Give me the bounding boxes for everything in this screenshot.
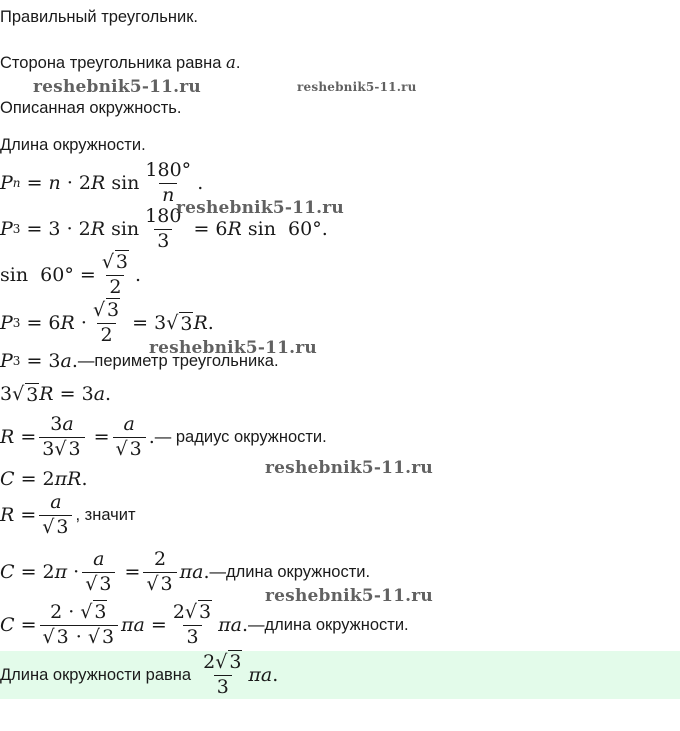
fraction <box>113 414 146 461</box>
numerator: a <box>93 547 105 570</box>
fraction <box>40 602 119 649</box>
sine-value-formula: sin 60° = $\frac{√ 3}{2}$ . <box>0 250 142 298</box>
radicand: 3 <box>107 298 120 321</box>
answer-formula: Длина окружности равна $\frac{2√ 3}{3}$ π a . <box>0 650 279 698</box>
denominator: √ 3 · √ 3 <box>40 625 119 649</box>
radius-formula: R = $\frac{3a}{3√ 3}$ = $\frac{a}{√ 3}$ . — радиус окружности. <box>0 412 327 460</box>
radius-simplified: R = $\frac{a}{√ 3}$ , значит <box>0 490 136 538</box>
numerator: 180 <box>145 204 182 227</box>
watermark-text: reshebnik5-11.ru <box>33 77 201 97</box>
equation-radius: 3√ 3 R = 3 a . <box>0 383 112 406</box>
circumference-formula: C = 2 π R . <box>0 468 88 490</box>
numerator: √ 3 <box>101 250 129 273</box>
numerator: √ 3 <box>92 298 120 321</box>
length-note: —длина окружности. <box>209 562 371 581</box>
numerator: 3a <box>50 412 74 435</box>
circumscribed-circle-text: Описанная окружность. <box>0 99 182 117</box>
denominator <box>159 183 177 207</box>
denominator-var: n <box>162 183 175 206</box>
radius-note: — радиус окружности. <box>154 427 327 446</box>
perimeter-side-formula: P 3 = 3 a . —периметр треугольника. <box>0 350 279 372</box>
denominator: 3 <box>214 675 232 699</box>
denominator: 3 <box>154 229 172 253</box>
numerator: 2 <box>153 547 167 570</box>
answer-prefix: Длина окружности равна <box>0 665 192 684</box>
side-statement: Сторона треугольника равна a. <box>0 53 241 72</box>
watermark-text: reshebnik5-11.ru <box>176 198 344 218</box>
denominator: √ 3 <box>113 437 146 461</box>
denominator: √ 3 <box>143 572 176 596</box>
denominator: 2 <box>106 275 124 299</box>
denominator: 2 <box>97 323 115 347</box>
watermark-text: reshebnik5-11.ru <box>297 80 417 94</box>
denominator: 3√ 3 <box>39 437 84 461</box>
watermark-text: reshebnik5-11.ru <box>265 586 433 606</box>
fraction <box>39 492 72 539</box>
fraction <box>200 652 245 699</box>
numerator: a <box>123 412 135 435</box>
side-prefix: Сторона треугольника равна <box>0 54 222 72</box>
perimeter-radius-formula: P 3 = 6 R · $\frac{√ 3}{2}$ = 3√ 3 R . <box>0 298 214 346</box>
numerator: 2√ 3 <box>172 600 212 623</box>
perimeter-general-formula: P n = n · 2 R sin $\frac{180^\circ}{n}$ . <box>0 158 204 206</box>
circumference-substitution: C = 2 π · $\frac{a}{√ 3}$ = $\frac{2}{√ 3}$ π a . —длина окружности. <box>0 547 371 595</box>
radicand: 3 <box>115 250 129 273</box>
fraction <box>99 252 132 299</box>
fraction <box>170 602 215 649</box>
length-note: —длина окружности. <box>248 615 409 634</box>
perimeter-triangle-formula: P 3 = 3 · 2 R sin $\frac{180}{3}$ = 6 R sin 60° . <box>0 204 328 252</box>
denominator: √ 3 <box>39 515 72 539</box>
angle-value: 60° <box>288 218 322 240</box>
denominator: √ 3 <box>82 572 115 596</box>
angle-value: 60° <box>40 264 74 286</box>
fraction <box>90 300 123 347</box>
numerator: 180° <box>145 158 192 181</box>
task-title: Правильный треугольник. <box>0 8 198 26</box>
perimeter-note: —периметр треугольника. <box>77 351 279 370</box>
fraction <box>143 549 176 596</box>
circumference-rationalized: C = $\frac{2 \cdot √ 3}{√ 3 \cdot √ 3}$ π a = $\frac{2√ 3}{3}$ π a . —длина окружности. <box>0 600 409 648</box>
side-variable: a <box>226 53 236 72</box>
numerator: a <box>50 490 62 513</box>
denominator: 3 <box>183 625 201 649</box>
circle-length-heading: Длина окружности. <box>0 136 146 154</box>
numerator: 2 · √ 3 <box>50 600 107 623</box>
hence-text: , значит <box>75 505 136 524</box>
watermark-text: reshebnik5-11.ru <box>265 458 433 478</box>
numerator: 2√ 3 <box>203 650 242 673</box>
fraction <box>39 414 84 461</box>
fraction <box>82 549 115 596</box>
watermark-text: reshebnik5-11.ru <box>149 338 317 358</box>
